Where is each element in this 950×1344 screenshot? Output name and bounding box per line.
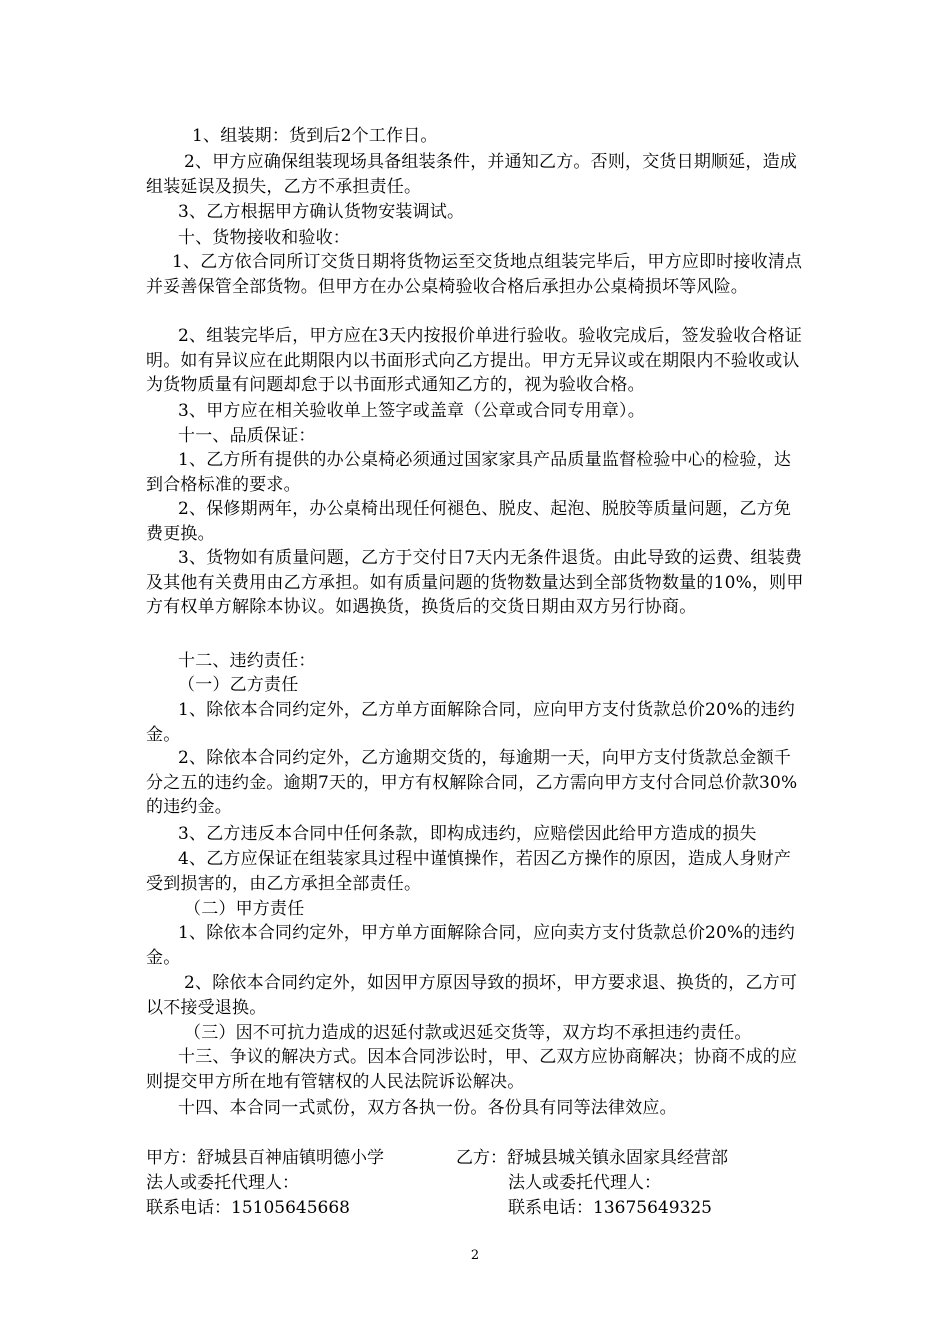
heading-liability: 十二、违约责任： (178, 651, 316, 671)
para-acceptance-2: 2、组装完毕后，甲方应在3天内按报价单进行验收。验收完成后，签发验收合格证明。如有异议应在此期限内以书面形式向乙方提出。甲方无异议或在期限内不验收或认为货物质量有问题却怠于以书面形式通知乙方的，视为验收合格。 (146, 326, 803, 395)
para-quality-2: 2、保修期两年，办公桌椅出现任何褪色、脱皮、起泡、脱胶等质量问题，乙方免费更换。 (146, 499, 792, 544)
para-quality-3: 3、货物如有质量问题，乙方于交付日7天内无条件退货。由此导致的运费、组装费及其他有关费用由乙方承担。如有质量问题的货物数量达到全部货物数量的10%，则甲方有权单方解除本协议。如遇换货，换货后的交货日期由双方另行协商。 (146, 548, 804, 617)
page-number: 2 (470, 1248, 480, 1263)
para-acceptance-3: 3、甲方应在相关验收单上签字或盖章（公章或合同专用章）。 (178, 401, 645, 421)
party-a-name: 甲方：舒城县百神庙镇明德小学 (146, 1148, 384, 1168)
para-dispute: 十三、争议的解决方式。因本合同涉讼时，甲、乙双方应协商解决；协商不成的应则提交甲方所在地有管辖权的人民法院诉讼解决。 (146, 1047, 798, 1092)
para-assembly-conditions: 2、甲方应确保组装现场具备组装条件，并通知乙方。否则，交货日期顺延，造成组装延误及损失，乙方不承担责任。 (146, 152, 798, 197)
para-assembly-period: 1、组装期：货到后2个工作日。 (192, 126, 438, 146)
party-b-name: 乙方：舒城县城关镇永固家具经营部 (456, 1148, 728, 1168)
para-acceptance-1: 1、乙方依合同所订交货日期将货物运至交货地点组装完毕后，甲方应即时接收清点并妥善保管全部货物。但甲方在办公桌椅验收合格后承担办公桌椅损坏等风险。 (146, 252, 803, 297)
party-a-representative: 法人或委托代理人： (146, 1173, 299, 1193)
subheading-party-b: （一）乙方责任 (178, 675, 299, 695)
para-a-liability-1: 1、除依本合同约定外，甲方单方面解除合同，应向卖方支付货款总价20%的违约金。 (146, 923, 795, 968)
para-b-liability-4: 4、乙方应保证在组装家具过程中谨慎操作，若因乙方操作的原因，造成人身财产受到损害的，由乙方承担全部责任。 (146, 849, 792, 894)
para-b-liability-1: 1、除依本合同约定外，乙方单方面解除合同，应向甲方支付货款总价20%的违约金。 (146, 700, 795, 745)
party-b-phone: 联系电话：13675649325 (508, 1198, 712, 1218)
para-force-majeure: （三）因不可抗力造成的迟延付款或迟延交货等，双方均不承担违约责任。 (184, 1023, 752, 1043)
heading-quality: 十一、品质保证： (178, 426, 316, 446)
para-b-liability-3: 3、乙方违反本合同中任何条款，即构成违约，应赔偿因此给甲方造成的损失 (178, 824, 757, 844)
para-b-liability-2: 2、除依本合同约定外，乙方逾期交货的，每逾期一天，向甲方支付货款总金额千分之五的违约金。逾期7天的，甲方有权解除合同，乙方需向甲方支付合同总价款30%的违约金。 (146, 748, 798, 817)
para-a-liability-2: 2、除依本合同约定外，如因甲方原因导致的损坏，甲方要求退、换货的，乙方可以不接受退换。 (146, 973, 798, 1018)
heading-acceptance: 十、货物接收和验收： (178, 228, 350, 248)
para-installation: 3、乙方根据甲方确认货物安装调试。 (178, 202, 465, 222)
party-b-representative: 法人或委托代理人： (508, 1173, 661, 1193)
para-copies: 十四、本合同一式贰份，双方各执一份。各份具有同等法律效应。 (178, 1098, 677, 1118)
para-quality-1: 1、乙方所有提供的办公桌椅必须通过国家家具产品质量监督检验中心的检验，达到合格标准的要求。 (146, 450, 792, 495)
party-a-phone: 联系电话：15105645668 (146, 1198, 350, 1218)
subheading-party-a: （二）甲方责任 (184, 899, 305, 919)
